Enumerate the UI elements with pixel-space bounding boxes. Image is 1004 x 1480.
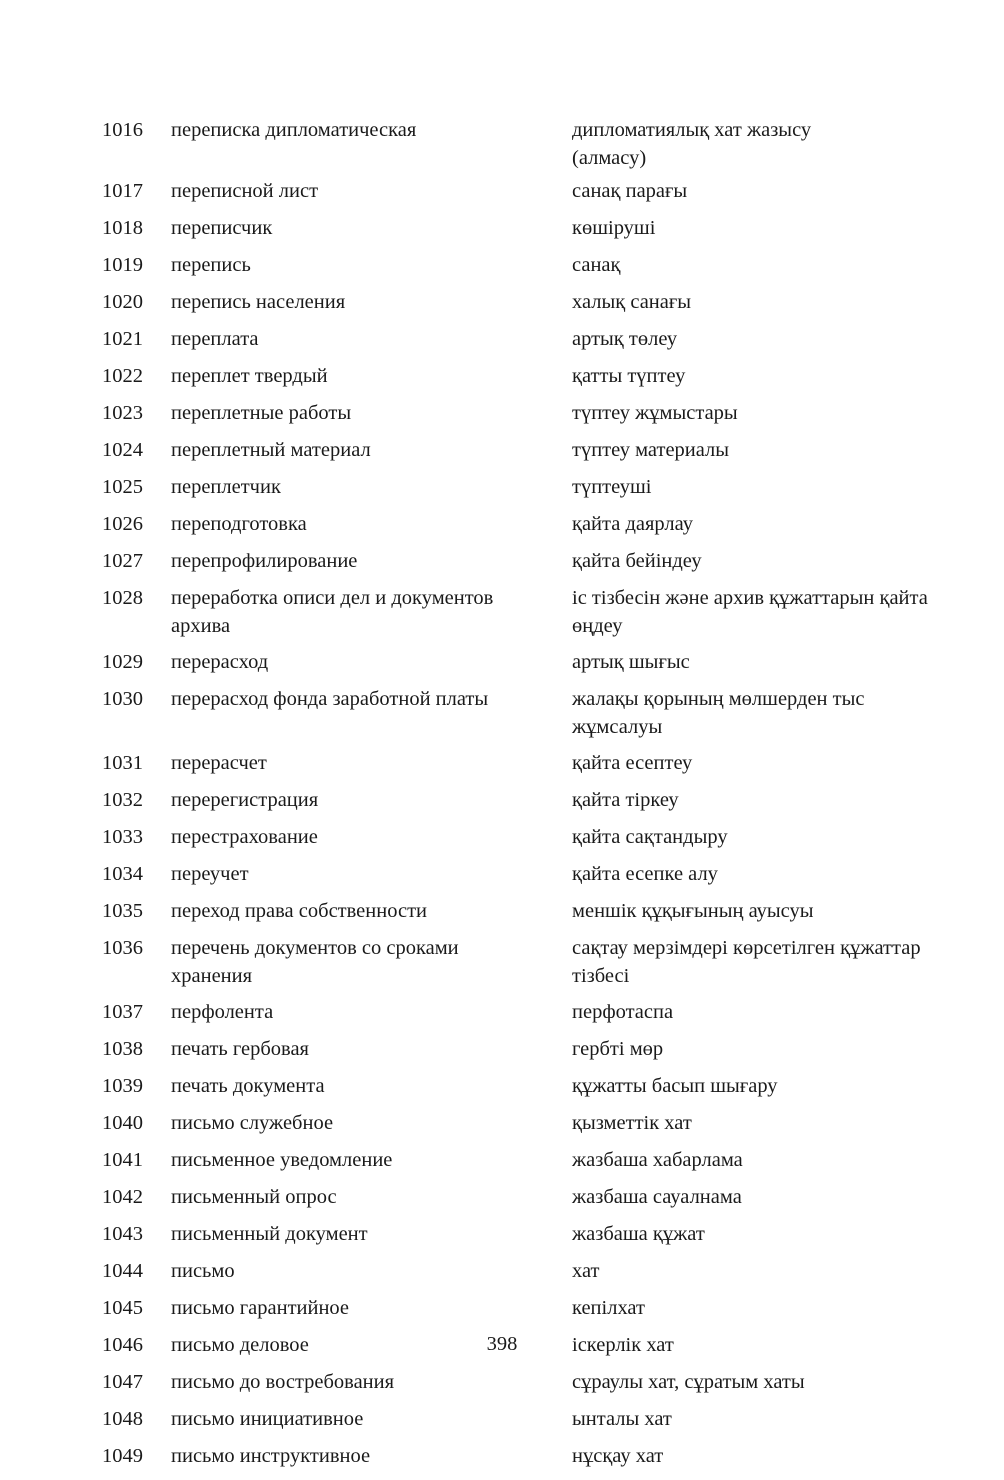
glossary-row bbox=[0, 289, 1004, 321]
kazakh-term: хат bbox=[572, 1260, 600, 1282]
glossary-row bbox=[0, 1147, 1004, 1179]
entry-number: 1022 bbox=[102, 365, 143, 387]
kazakh-term: сақтау мерзімдері көрсетілген құжаттар тізбесі bbox=[572, 937, 921, 987]
glossary-row bbox=[0, 474, 1004, 506]
entry-number: 1038 bbox=[102, 1038, 143, 1060]
russian-term: перерасчет bbox=[171, 752, 267, 774]
glossary-row bbox=[0, 999, 1004, 1031]
entry-number: 1020 bbox=[102, 291, 143, 313]
glossary-row bbox=[0, 178, 1004, 210]
kazakh-term: жазбаша хабарлама bbox=[572, 1149, 743, 1171]
kazakh-term: қызметтік хат bbox=[572, 1112, 692, 1134]
entry-number: 1029 bbox=[102, 651, 143, 673]
kazakh-term: түптеу материалы bbox=[572, 439, 730, 461]
entry-number: 1044 bbox=[102, 1260, 143, 1282]
glossary-row bbox=[0, 787, 1004, 819]
russian-term: переписной лист bbox=[171, 180, 319, 202]
glossary-row bbox=[0, 824, 1004, 856]
entry-number: 1030 bbox=[102, 688, 143, 710]
kazakh-term: артық шығыс bbox=[572, 651, 690, 673]
kazakh-term: санақ парағы bbox=[572, 180, 688, 202]
russian-term: перепись bbox=[171, 254, 251, 276]
russian-term: переход права собственности bbox=[171, 900, 428, 922]
kazakh-term: қайта сақтандыру bbox=[572, 826, 728, 848]
entry-number: 1046 bbox=[102, 1334, 143, 1356]
glossary-table bbox=[0, 117, 1004, 1480]
entry-number: 1047 bbox=[102, 1371, 143, 1393]
russian-term: переплетный материал bbox=[171, 439, 371, 461]
kazakh-term: дипломатиялық хат жазысу (алмасу) bbox=[572, 119, 812, 169]
entry-number: 1045 bbox=[102, 1297, 143, 1319]
glossary-row bbox=[0, 548, 1004, 580]
entry-number: 1034 bbox=[102, 863, 143, 885]
russian-term: переписчик bbox=[171, 217, 273, 239]
entry-number: 1016 bbox=[102, 119, 143, 141]
kazakh-term: қайта тіркеу bbox=[572, 789, 679, 811]
glossary-row bbox=[0, 400, 1004, 432]
glossary-row bbox=[0, 437, 1004, 469]
russian-term: письмо служебное bbox=[171, 1112, 334, 1134]
entry-number: 1027 bbox=[102, 550, 143, 572]
kazakh-term: нұсқау хат bbox=[572, 1445, 664, 1467]
entry-number: 1040 bbox=[102, 1112, 143, 1134]
glossary-row bbox=[0, 215, 1004, 247]
glossary-row bbox=[0, 1443, 1004, 1475]
russian-term: перерасход фонда заработной платы bbox=[171, 688, 489, 710]
kazakh-term: санақ bbox=[572, 254, 621, 276]
glossary-row bbox=[0, 585, 1004, 644]
russian-term: перечень документов со сроками хранения bbox=[171, 937, 459, 987]
entry-number: 1021 bbox=[102, 328, 143, 350]
entry-number: 1019 bbox=[102, 254, 143, 276]
glossary-row bbox=[0, 511, 1004, 543]
russian-term: письменное уведомление bbox=[171, 1149, 393, 1171]
entry-number: 1048 bbox=[102, 1408, 143, 1430]
kazakh-term: меншік құқығының ауысуы bbox=[572, 900, 814, 922]
glossary-row bbox=[0, 117, 1004, 173]
kazakh-term: қатты түптеу bbox=[572, 365, 686, 387]
glossary-row bbox=[0, 1110, 1004, 1142]
kazakh-term: перфотаспа bbox=[572, 1001, 674, 1023]
entry-number: 1017 bbox=[102, 180, 143, 202]
glossary-row bbox=[0, 1073, 1004, 1105]
russian-term: переплет твердый bbox=[171, 365, 328, 387]
kazakh-term: халық санағы bbox=[572, 291, 692, 313]
russian-term: перерасход bbox=[171, 651, 269, 673]
entry-number: 1028 bbox=[102, 587, 143, 609]
russian-term: переплата bbox=[171, 328, 259, 350]
kazakh-term: көшіруші bbox=[572, 217, 656, 239]
entry-number: 1018 bbox=[102, 217, 143, 239]
kazakh-term: сұраулы хат, сұратым хаты bbox=[572, 1371, 805, 1393]
entry-number: 1026 bbox=[102, 513, 143, 535]
glossary-row bbox=[0, 861, 1004, 893]
entry-number: 1049 bbox=[102, 1445, 143, 1467]
russian-term: письмо гарантийное bbox=[171, 1297, 350, 1319]
russian-term: письменный документ bbox=[171, 1223, 368, 1245]
russian-term: письмо деловое bbox=[171, 1334, 309, 1356]
russian-term: перепись населения bbox=[171, 291, 346, 313]
glossary-row bbox=[0, 1295, 1004, 1327]
kazakh-term: қайта есептеу bbox=[572, 752, 693, 774]
entry-number: 1039 bbox=[102, 1075, 143, 1097]
russian-term: письменный опрос bbox=[171, 1186, 337, 1208]
kazakh-term: түптеу жұмыстары bbox=[572, 402, 738, 424]
entry-number: 1036 bbox=[102, 937, 143, 959]
russian-term: письмо инициативное bbox=[171, 1408, 364, 1430]
russian-term: письмо инструктивное bbox=[171, 1445, 371, 1467]
russian-term: письмо до востребования bbox=[171, 1371, 395, 1393]
glossary-row bbox=[0, 1258, 1004, 1290]
russian-term: переплетные работы bbox=[171, 402, 352, 424]
glossary-row bbox=[0, 363, 1004, 395]
glossary-row bbox=[0, 686, 1004, 745]
russian-term: перепрофилирование bbox=[171, 550, 358, 572]
entry-number: 1031 bbox=[102, 752, 143, 774]
kazakh-term: гербті мөр bbox=[572, 1038, 664, 1060]
kazakh-term: іс тізбесін және архив құжаттарын қайта өңдеу bbox=[572, 587, 928, 637]
glossary-row bbox=[0, 326, 1004, 358]
russian-term: печать документа bbox=[171, 1075, 325, 1097]
kazakh-term: түптеуші bbox=[572, 476, 652, 498]
entry-number: 1032 bbox=[102, 789, 143, 811]
glossary-row bbox=[0, 750, 1004, 782]
entry-number: 1042 bbox=[102, 1186, 143, 1208]
kazakh-term: қайта бейіндеу bbox=[572, 550, 702, 572]
glossary-row bbox=[0, 898, 1004, 930]
kazakh-term: кепілхат bbox=[572, 1297, 645, 1319]
kazakh-term: қайта даярлау bbox=[572, 513, 693, 535]
entry-number: 1033 bbox=[102, 826, 143, 848]
kazakh-term: қайта есепке алу bbox=[572, 863, 718, 885]
russian-term: перерегистрация bbox=[171, 789, 319, 811]
russian-term: переработка описи дел и документов архива bbox=[171, 587, 494, 637]
russian-term: письмо bbox=[171, 1260, 235, 1282]
russian-term: переписка дипломатическая bbox=[171, 119, 417, 141]
entry-number: 1035 bbox=[102, 900, 143, 922]
page-number: 398 bbox=[486, 1333, 518, 1355]
kazakh-term: құжатты басып шығару bbox=[572, 1075, 778, 1097]
glossary-row bbox=[0, 649, 1004, 681]
russian-term: печать гербовая bbox=[171, 1038, 309, 1060]
entry-number: 1025 bbox=[102, 476, 143, 498]
glossary-row bbox=[0, 1221, 1004, 1253]
kazakh-term: жазбаша құжат bbox=[572, 1223, 705, 1245]
entry-number: 1041 bbox=[102, 1149, 143, 1171]
kazakh-term: жазбаша сауалнама bbox=[572, 1186, 742, 1208]
russian-term: перестрахование bbox=[171, 826, 318, 848]
russian-term: перфолента bbox=[171, 1001, 274, 1023]
glossary-row bbox=[0, 1369, 1004, 1401]
entry-number: 1043 bbox=[102, 1223, 143, 1245]
russian-term: переплетчик bbox=[171, 476, 281, 498]
glossary-row bbox=[0, 252, 1004, 284]
kazakh-term: жалақы қорының мөлшерден тыс жұмсалуы bbox=[572, 688, 865, 738]
russian-term: переучет bbox=[171, 863, 249, 885]
kazakh-term: артық төлеу bbox=[572, 328, 678, 350]
entry-number: 1024 bbox=[102, 439, 143, 461]
glossary-row bbox=[0, 1184, 1004, 1216]
entry-number: 1037 bbox=[102, 1001, 143, 1023]
kazakh-term: іскерлік хат bbox=[572, 1334, 674, 1356]
kazakh-term: ынталы хат bbox=[572, 1408, 672, 1430]
russian-term: переподготовка bbox=[171, 513, 307, 535]
glossary-row bbox=[0, 1406, 1004, 1438]
glossary-row bbox=[0, 1036, 1004, 1068]
glossary-row bbox=[0, 935, 1004, 994]
entry-number: 1023 bbox=[102, 402, 143, 424]
